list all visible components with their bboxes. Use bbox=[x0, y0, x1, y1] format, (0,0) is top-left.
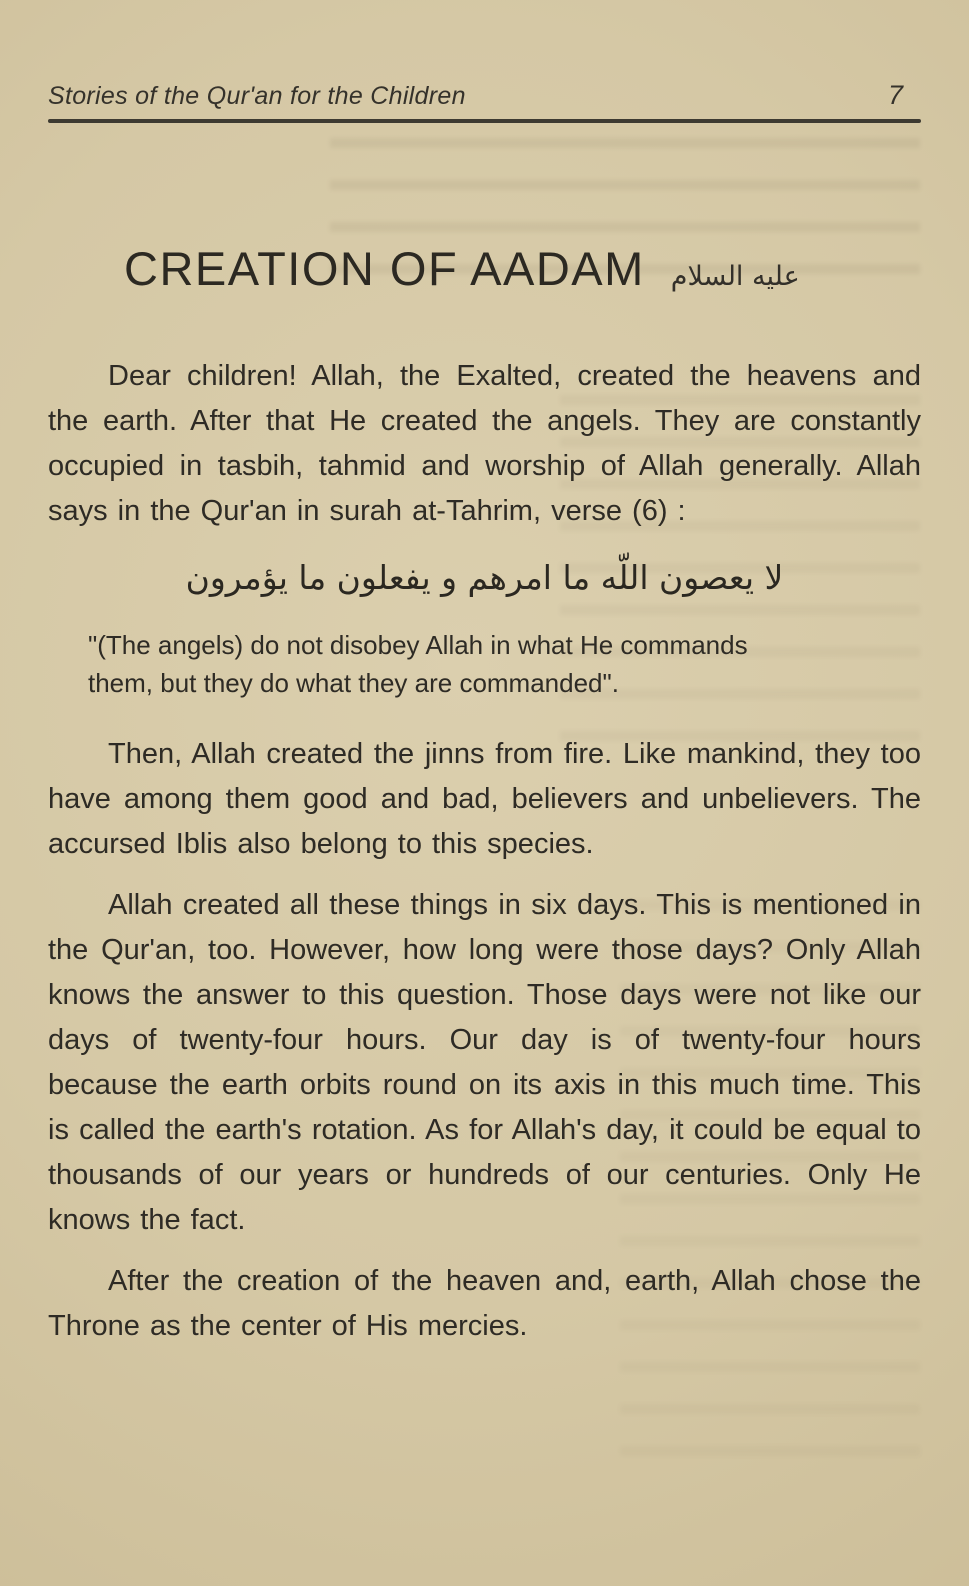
book-title: Stories of the Qur'an for the Children bbox=[48, 82, 466, 110]
paragraph-intro: Dear children! Allah, the Exalted, created the heavens and the earth. After that He created the angels. They are constantly occupied in tasbih, tahmid and worship of Allah generally. Allah says in the Qur'an in surah at-Tahrim, verse (6) : bbox=[48, 360, 921, 527]
quran-verse-arabic: لا يعصون اللّه ما امرهم و يفعلون ما يؤمرون bbox=[185, 558, 784, 597]
body-text bbox=[48, 354, 921, 1349]
header-divider bbox=[48, 119, 921, 123]
chapter-title-row bbox=[48, 241, 921, 296]
paragraph-six-days: Allah created all these things in six days. This is mentioned in the Qur'an, too. However, how long were those days? Only Allah knows the answer to this question. Those days were not like our days of twenty-four hours. Our day is of twenty-four hours because the earth orbits round on its axis in this much time. This is called the earth's rotation. As for Allah's day, it could be equal to thousands of our years or hundreds of our centuries. Only He knows the fact. bbox=[48, 889, 921, 1236]
page-number: 7 bbox=[887, 80, 903, 110]
chapter-title: CREATION OF AADAM bbox=[124, 242, 645, 295]
running-header bbox=[48, 0, 921, 111]
paragraph-throne: After the creation of the heaven and, earth, Allah chose the Throne as the center of His mercies. bbox=[48, 1265, 921, 1342]
chapter-honorific-arabic: عليه السلام bbox=[670, 261, 800, 292]
quran-verse-translation: "(The angels) do not disobey Allah in what He commands them, but they do what they are commanded". bbox=[88, 630, 748, 698]
paragraph-jinns: Then, Allah created the jinns from fire. Like mankind, they too have among them good and bad, believers and unbelievers. The accursed Iblis also belong to this species. bbox=[48, 738, 921, 860]
